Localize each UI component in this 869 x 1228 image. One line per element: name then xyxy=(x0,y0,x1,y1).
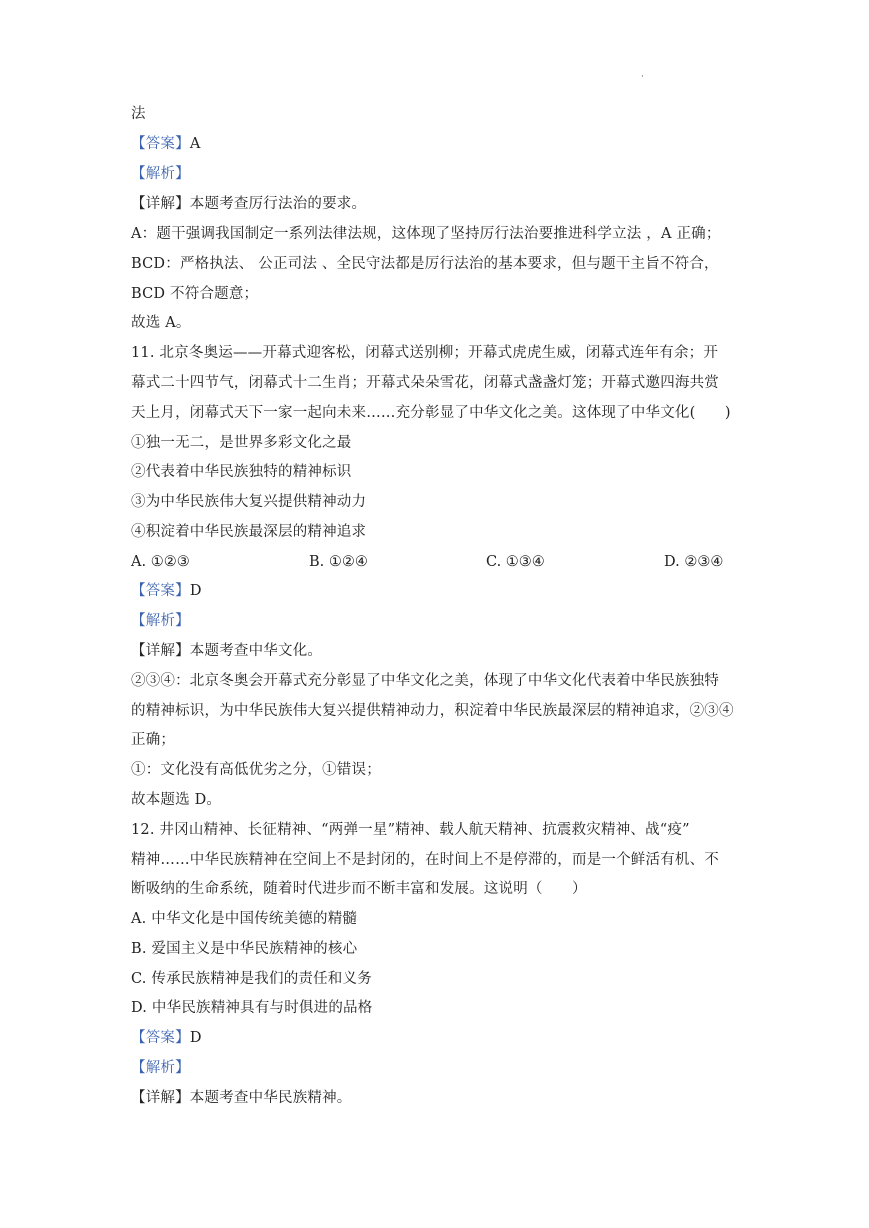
option-b: B. ①②④ xyxy=(309,554,368,570)
statement-item: ④积淀着中华民族最深层的精神追求 xyxy=(131,524,367,540)
detail-line: 【详解】本题考查中华民族精神。 xyxy=(131,1090,352,1106)
option-c: C. 传承民族精神是我们的责任和义务 xyxy=(131,971,372,987)
question-stem-line: 精神……中华民族精神在空间上不是封闭的，在时间上不是停滞的，而是一个鲜活有机、不 xyxy=(131,852,719,868)
question-stem-line: 断吸纳的生命系统，随着时代进步而不断丰富和发展。这说明（ ） xyxy=(131,881,587,897)
answer-tag: 【答案】 xyxy=(131,136,190,152)
option-d: D. ②③④ xyxy=(664,554,724,570)
prev-answer-line xyxy=(131,134,741,154)
explain-line: 的精神标识，为中华民族伟大复兴提供精神动力，积淀着中华民族最深层的精神追求，②③④ xyxy=(131,703,734,719)
explain-line: BCD：严格执法、 公正司法 、全民守法都是厉行法治的基本要求，但与题干主旨不符合， xyxy=(131,256,719,272)
answer-value: A xyxy=(189,136,201,152)
analysis-tag: 【解析】 xyxy=(131,1060,190,1076)
explain-line: BCD 不符合题意； xyxy=(131,286,259,302)
option-a: A. ①②③ xyxy=(131,554,190,570)
option-d: D. 中华民族精神具有与时俱进的品格 xyxy=(131,1000,373,1016)
detail-line: 【详解】本题考查中华文化。 xyxy=(131,643,323,659)
question-stem-line: 11. 北京冬奥运——开幕式迎客松，闭幕式送别柳；开幕式虎虎生威，闭幕式连年有余；开 xyxy=(131,345,719,361)
answer-line xyxy=(131,1028,741,1048)
prev-tail: 法 xyxy=(131,106,146,122)
question-stem-line: 12. 井冈山精神、长征精神、“两弹一星”精神、载人航天精神、抗震救灾精神、战“疫” xyxy=(131,822,690,838)
statement-item: ①独一无二，是世界多彩文化之最 xyxy=(131,435,352,451)
statement-item: ③为中华民族伟大复兴提供精神动力 xyxy=(131,494,367,510)
explain-line: ①：文化没有高低优劣之分，①错误； xyxy=(131,762,381,778)
detail-line: 【详解】本题考查厉行法治的要求。 xyxy=(131,196,367,212)
answer-tag: 【答案】 xyxy=(131,583,190,599)
answer-tag: 【答案】 xyxy=(131,1030,190,1046)
analysis-tag: 【解析】 xyxy=(131,613,190,629)
explain-line: A：题干强调我国制定一系列法律法规，这体现了坚持厉行法治要推进科学立法 ，A 正确； xyxy=(131,226,721,242)
explain-line: ②③④：北京冬奥会开幕式充分彰显了中华文化之美，体现了中华文化代表着中华民族独特 xyxy=(131,673,719,689)
answer-value: D xyxy=(189,583,202,599)
question-stem-line: 天上月，闭幕式天下一家一起向未来……充分彰显了中华文化之美。这体现了中华文化( ) xyxy=(131,405,731,421)
statement-item: ②代表着中华民族独特的精神标识 xyxy=(131,464,352,480)
option-c: C. ①③④ xyxy=(486,554,545,570)
option-a: A. 中华文化是中国传统美德的精髓 xyxy=(131,911,358,927)
header-mark: · xyxy=(641,72,644,82)
explain-line: 故选 A。 xyxy=(131,315,191,331)
explain-line: 正确； xyxy=(131,732,176,748)
option-b: B. 爱国主义是中华民族精神的核心 xyxy=(131,941,358,957)
explain-line: 故本题选 D。 xyxy=(131,792,222,808)
answer-value: D xyxy=(189,1030,202,1046)
question-stem-line: 幕式二十四节气，闭幕式十二生肖；开幕式朵朵雪花，闭幕式盏盏灯笼；开幕式邀四海共赏 xyxy=(131,375,719,391)
analysis-tag: 【解析】 xyxy=(131,166,190,182)
answer-line xyxy=(131,581,741,601)
